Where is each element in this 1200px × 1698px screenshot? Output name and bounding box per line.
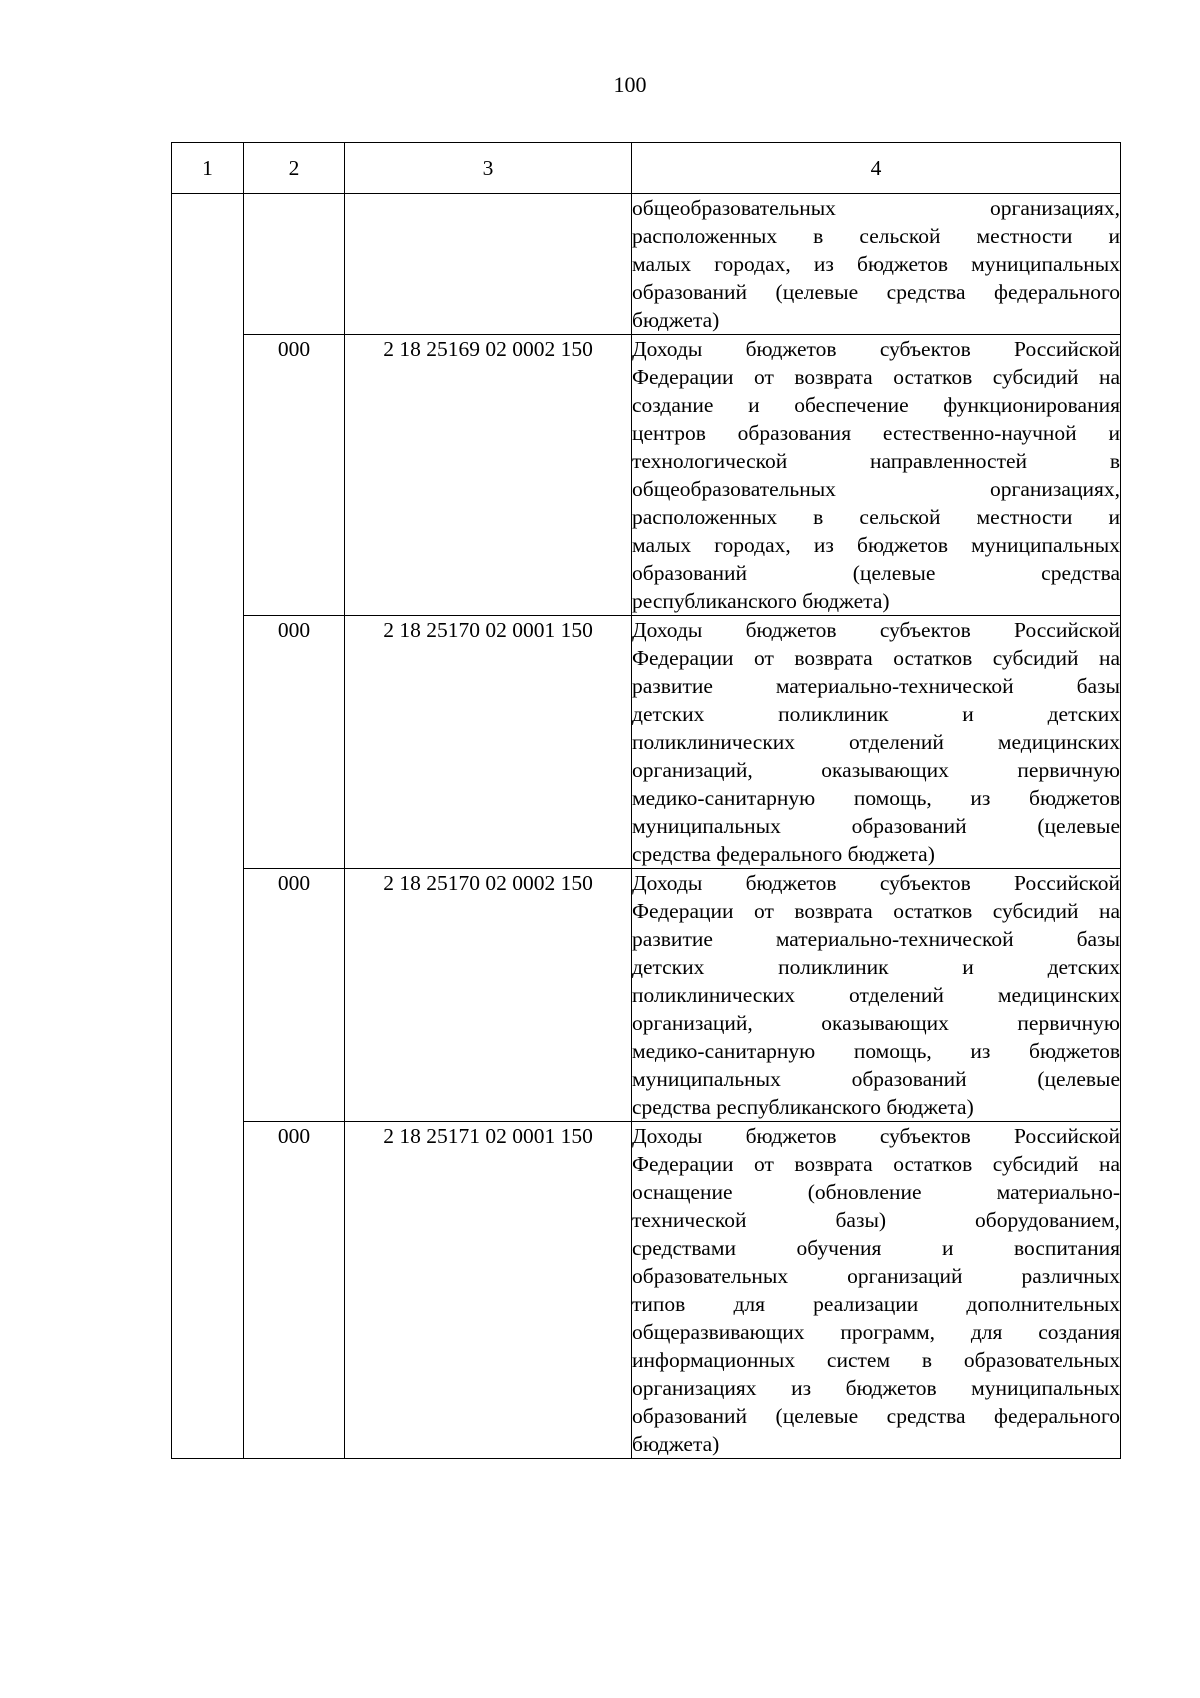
description-line: Федерации от возврата остатков субсидий на [632,646,1120,670]
table-row [172,194,1121,335]
description-line: общеобразовательных организациях, [632,477,1120,501]
description-line: республиканского бюджета) [632,589,890,613]
description-line: развитие материально-технической базы [632,927,1120,951]
description-line: развитие материально-технической базы [632,674,1120,698]
table-body [172,194,1121,1459]
column-1-merged-cell [172,194,244,1459]
column-header-4: 4 [632,143,1121,194]
budget-code-cell: 2 18 25169 02 0002 150 [345,335,632,616]
admin-code-cell: 000 [244,335,345,616]
description-line: детских поликлиник и детских [632,955,1120,979]
description-line: центров образования естественно-научной и [632,421,1120,445]
description-line: Доходы бюджетов субъектов Российской [632,1124,1120,1148]
description-line: Федерации от возврата остатков субсидий на [632,899,1120,923]
description-line: создание и обеспечение функционирования [632,393,1120,417]
description-line: организациях из бюджетов муниципальных [632,1376,1120,1400]
description-line: образований (целевые средства федерального [632,1404,1120,1428]
description-line: бюджета) [632,1432,720,1456]
description-line: поликлинических отделений медицинских [632,983,1120,1007]
column-header-1: 1 [172,143,244,194]
budget-code-cell [345,194,632,335]
description-line: медико-санитарную помощь, из бюджетов [632,786,1120,810]
description-line: технологической направленностей в [632,449,1120,473]
description-line: образовательных организаций различных [632,1264,1120,1288]
description-line: расположенных в сельской местности и [632,224,1120,248]
description-line: информационных систем в образовательных [632,1348,1120,1372]
description-line: Федерации от возврата остатков субсидий на [632,365,1120,389]
description-line: Доходы бюджетов субъектов Российской [632,618,1120,642]
description-line: средства республиканского бюджета) [632,1095,974,1119]
description-line: муниципальных образований (целевые [632,814,1120,838]
column-header-3: 3 [345,143,632,194]
description-line: малых городах, из бюджетов муниципальных [632,533,1120,557]
description-line: организаций, оказывающих первичную [632,758,1120,782]
table-header-row [172,143,1121,194]
description-line: Федерации от возврата остатков субсидий на [632,1152,1120,1176]
description-line: поликлинических отделений медицинских [632,730,1120,754]
description-cell [632,616,1121,869]
admin-code-cell: 000 [244,616,345,869]
description-cell [632,869,1121,1122]
description-line: Доходы бюджетов субъектов Российской [632,337,1120,361]
admin-code-cell: 000 [244,1122,345,1459]
description-line: технической базы) оборудованием, [632,1208,1120,1232]
page-number: 100 [613,72,647,97]
description-line: медико-санитарную помощь, из бюджетов [632,1039,1120,1063]
admin-code-cell [244,194,345,335]
description-line: расположенных в сельской местности и [632,505,1120,529]
column-header-2: 2 [244,143,345,194]
description-line: средствами обучения и воспитания [632,1236,1120,1260]
description-cell [632,194,1121,335]
description-line: общеразвивающих программ, для создания [632,1320,1120,1344]
budget-code-cell: 2 18 25170 02 0002 150 [345,869,632,1122]
description-line: организаций, оказывающих первичную [632,1011,1120,1035]
budget-code-cell: 2 18 25171 02 0001 150 [345,1122,632,1459]
table-row [172,335,1121,616]
budget-code-cell: 2 18 25170 02 0001 150 [345,616,632,869]
description-line: средства федерального бюджета) [632,842,935,866]
description-line: малых городах, из бюджетов муниципальных [632,252,1120,276]
table-row [172,616,1121,869]
table-row [172,869,1121,1122]
description-line: бюджета) [632,308,720,332]
budget-codes-table [171,142,1121,1459]
description-line: Доходы бюджетов субъектов Российской [632,871,1120,895]
description-line: типов для реализации дополнительных [632,1292,1120,1316]
description-cell [632,335,1121,616]
table-row [172,1122,1121,1459]
description-line: образований (целевые средства федерального [632,280,1120,304]
description-line: муниципальных образований (целевые [632,1067,1120,1091]
description-line: общеобразовательных организациях, [632,196,1120,220]
description-cell [632,1122,1121,1459]
description-line: образований (целевые средства [632,561,1120,585]
admin-code-cell: 000 [244,869,345,1122]
description-line: оснащение (обновление материально- [632,1180,1120,1204]
description-line: детских поликлиник и детских [632,702,1120,726]
